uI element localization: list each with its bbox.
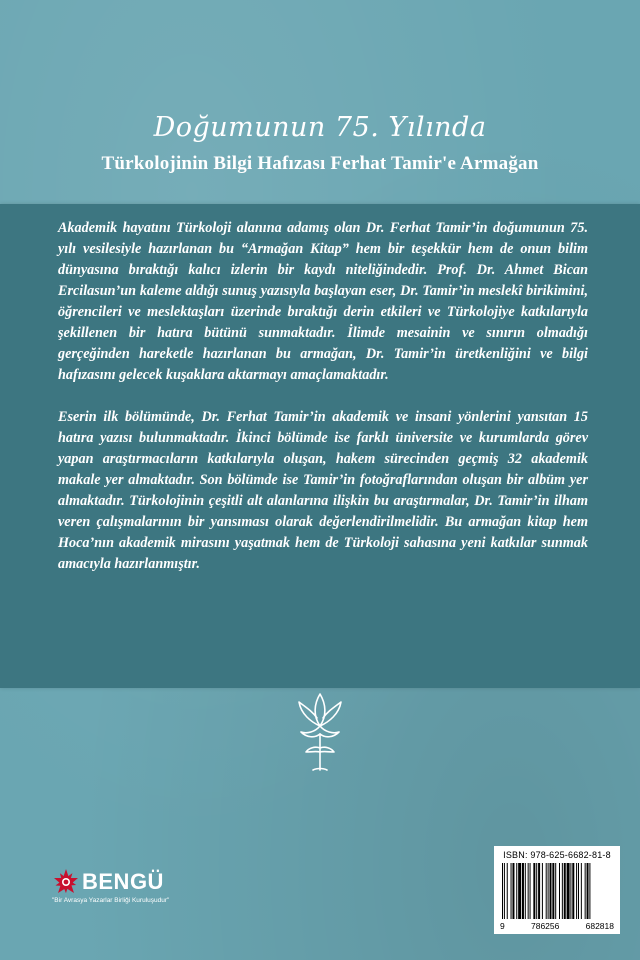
star-logo-icon bbox=[52, 868, 80, 896]
barcode-bar bbox=[589, 863, 590, 919]
barcode-bar bbox=[567, 863, 570, 919]
barcode-bar bbox=[502, 863, 503, 919]
barcode-bar bbox=[576, 863, 577, 919]
barcode bbox=[499, 863, 615, 921]
blurb-paragraph-1: Akademik hayatını Türkoloji alanına adamış olan Dr. Ferhat Tamir’in doğumunun 75. yılı vesilesiyle hazırlanan bu “Armağan Kitap” hem bir teşekkür hem de onun bilim dünyasına bıraktığı kalıcı izlerin bir kaydı niteliğindedir. Prof. Dr. Ahmet Bican Ercilasun’un kaleme aldığı sunuş yazısıyla başlayan eser, Dr. Tamir’in meslekî birikimini, öğrencileri ve meslektaşları üzerinde bıraktığı derin etkileri ve Türkolojiye katkılarıyla şekillenen bir hatıra bütünü sunmaktadır. İlimde mesainin ve sınırın olmadığı gerçeğinden hareketle hazırlanan bu armağan, Dr. Tamir’in üretkenliğini ve bilgi hafızasını gelecek kuşaklara aktarmayı amaçlamaktadır. bbox=[58, 220, 588, 383]
barcode-bar bbox=[581, 863, 582, 919]
barcode-bar bbox=[550, 863, 552, 919]
tulip-emblem-icon bbox=[293, 690, 347, 776]
barcode-bar bbox=[552, 863, 554, 919]
barcode-bar bbox=[587, 863, 589, 919]
barcode-bar bbox=[548, 863, 549, 919]
barcode-bar bbox=[504, 863, 505, 919]
barcode-bar bbox=[555, 863, 556, 919]
barcode-bar bbox=[507, 863, 508, 919]
book-subtitle: Türkolojinin Bilgi Hafızası Ferhat Tamir'e Armağan bbox=[101, 153, 539, 174]
barcode-bar bbox=[578, 863, 579, 919]
cover-header bbox=[0, 112, 640, 175]
barcode-digits bbox=[499, 921, 615, 931]
blurb-paragraph-2: Eserin ilk bölümünde, Dr. Ferhat Tamir’in akademik ve insani yönlerini yansıtan 15 hatıra yazısı bulunmaktadır. İkinci bölümde ise farklı üniversite ve kurumlarda görev yapan araştırmacıların katkılarıyla oluşan, hakem sürecinden geçmiş 32 akademik makale yer almaktadır. Son bölümde ise Tamir’in fotoğraflarından oluşan bir albüm yer almaktadır. Türkolojinin çeşitli alt alanlarına ilişkin bu araştırmalar, Dr. Tamir’in ilham veren çalışmalarının bir yansıması olarak değerlendirilmelidir. Bu armağan kitap hem Hoca’nın akademik mirasını yaşatmak hem de Türkoloji sahasına yeni katkılar sunmak amacıyla hazırlanmıştır. bbox=[58, 409, 588, 572]
publisher-name: BENGÜ bbox=[82, 869, 164, 894]
barcode-bar bbox=[570, 863, 571, 919]
barcode-bar bbox=[564, 863, 566, 919]
publisher-tagline: "Bir Avrasya Yazarlar Birliği Kuruluşudur" bbox=[52, 897, 170, 904]
barcode-bar bbox=[562, 863, 563, 919]
barcode-bar bbox=[559, 863, 560, 919]
barcode-bar bbox=[538, 863, 540, 919]
isbn-label: ISBN: 978-625-6682-81-8 bbox=[503, 850, 611, 860]
barcode-bar bbox=[585, 863, 586, 919]
barcode-bar bbox=[546, 863, 547, 919]
barcode-bar bbox=[542, 863, 543, 919]
barcode-bar bbox=[533, 863, 535, 919]
barcode-bar bbox=[522, 863, 524, 919]
barcode-digit-prefix: 9 bbox=[500, 921, 505, 931]
script-title: Doğumunun 75. Yılında bbox=[153, 112, 487, 143]
barcode-digit-left: 786256 bbox=[530, 921, 560, 931]
barcode-bar bbox=[511, 863, 512, 919]
barcode-bar bbox=[516, 863, 517, 919]
barcode-bar bbox=[536, 863, 537, 919]
barcode-bar bbox=[572, 863, 574, 919]
isbn-barcode-box bbox=[494, 846, 620, 934]
publisher-logo bbox=[52, 868, 182, 912]
back-cover-blurb bbox=[58, 218, 588, 596]
barcode-digit-right: 682818 bbox=[585, 921, 614, 931]
barcode-bar bbox=[525, 863, 526, 919]
barcode-bar bbox=[528, 863, 529, 919]
barcode-bar bbox=[512, 863, 514, 919]
barcode-bar bbox=[530, 863, 531, 919]
barcode-bar bbox=[518, 863, 521, 919]
